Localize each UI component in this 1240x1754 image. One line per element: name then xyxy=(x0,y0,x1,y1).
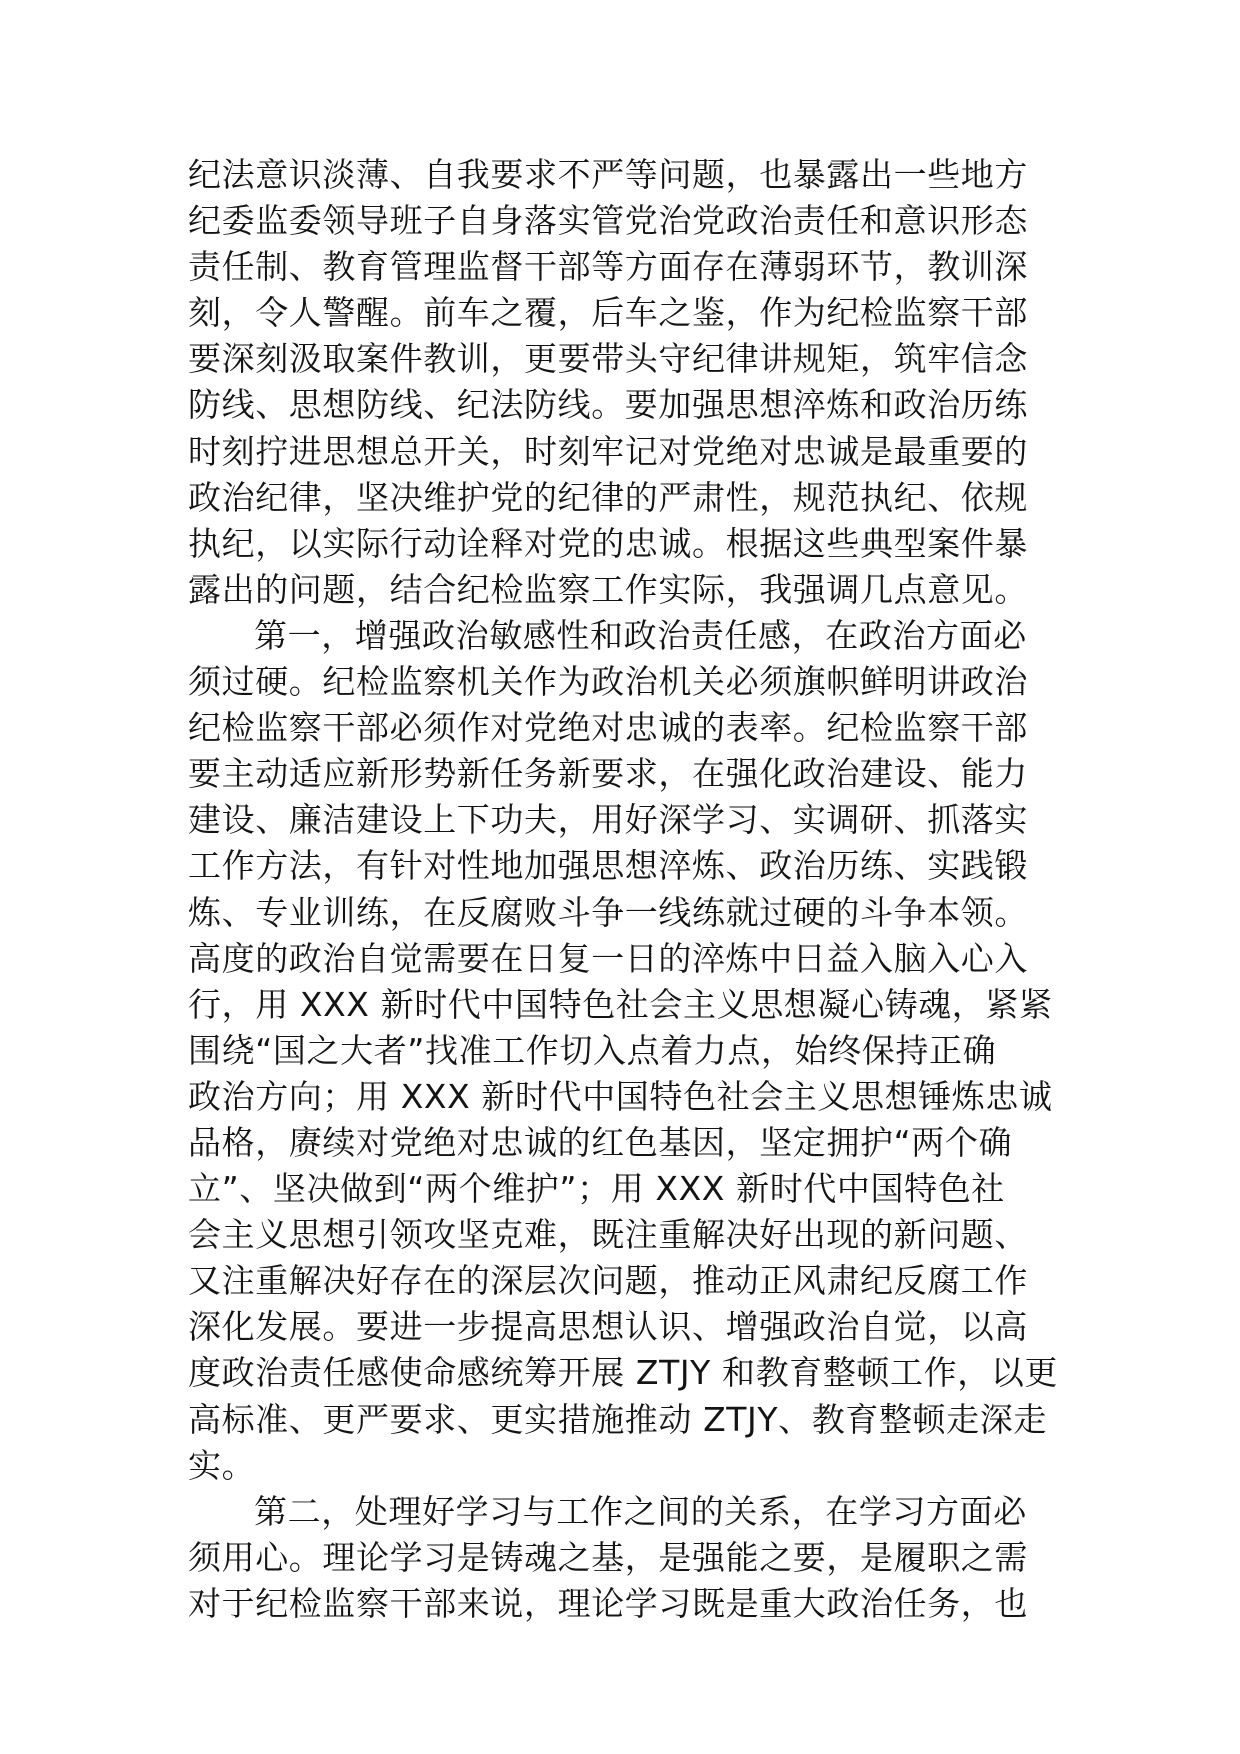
text-line: 立”、坚决做到“两个维护”；用 XXX 新时代中国特色社 xyxy=(188,1169,1005,1209)
text-line: 纪检监察干部必须作对党绝对忠诚的表率。纪检监察干部 xyxy=(188,708,1028,748)
text-line: 要主动适应新形势新任务新要求，在强化政治建设、能力 xyxy=(188,754,1028,794)
text-line: 品格，赓续对党绝对忠诚的红色基因，坚定拥护“两个确 xyxy=(188,1122,1013,1162)
text-line: 实。 xyxy=(188,1445,256,1485)
text-line: 须用心。理论学习是铸魂之基，是强能之要，是履职之需 xyxy=(188,1537,1028,1577)
text-line: 炼、专业训练，在反腐败斗争一线练就过硬的斗争本领。 xyxy=(188,892,1028,932)
text-line: 高度的政治自觉需要在日复一日的淬炼中日益入脑入心入 xyxy=(188,938,1028,978)
text-line: 时刻拧进思想总开关，时刻牢记对党绝对忠诚是最重要的 xyxy=(188,431,1028,471)
text-line: 工作方法，有针对性地加强思想淬炼、政治历练、实践锻 xyxy=(188,846,1028,886)
text-line: 纪委监委领导班子自身落实管党治党政治责任和意识形态 xyxy=(188,201,1028,241)
text-line: 度政治责任感使命感统筹开展 ZTJY 和教育整顿工作，以更 xyxy=(188,1353,1059,1393)
text-line: 刻，令人警醒。前车之覆，后车之鉴，作为纪检监察干部 xyxy=(188,293,1028,333)
text-line: 对于纪检监察干部来说，理论学习既是重大政治任务，也 xyxy=(188,1583,1028,1623)
text-line: 高标准、更严要求、更实措施推动 ZTJY、教育整顿走深走 xyxy=(188,1399,1047,1439)
text-line: 又注重解决好存在的深层次问题，推动正风肃纪反腐工作 xyxy=(188,1261,1028,1301)
text-line: 露出的问题，结合纪检监察工作实际，我强调几点意见。 xyxy=(188,569,1028,609)
text-line: 防线、思想防线、纪法防线。要加强思想淬炼和政治历练 xyxy=(188,385,1028,425)
text-line: 纪法意识淡薄、自我要求不严等问题，也暴露出一些地方 xyxy=(188,155,1028,194)
text-line: 政治方向；用 XXX 新时代中国特色社会主义思想锤炼忠诚 xyxy=(188,1076,1053,1116)
text-line: 执纪，以实际行动诠释对党的忠诚。根据这些典型案件暴 xyxy=(188,523,1028,563)
text-line: 深化发展。要进一步提高思想认识、增强政治自觉，以高 xyxy=(188,1307,1028,1347)
text-line: 政治纪律，坚决维护党的纪律的严肃性，规范执纪、依规 xyxy=(188,477,1028,517)
paragraph-first-line: 第一，增强政治敏感性和政治责任感，在政治方面必 xyxy=(254,615,1027,655)
text-line: 围绕“国之大者”找准工作切入点着力点，始终保持正确 xyxy=(188,1030,997,1070)
text-line: 行，用 XXX 新时代中国特色社会主义思想凝心铸魂，紧紧 xyxy=(188,984,1053,1024)
text-line: 建设、廉洁建设上下功夫，用好深学习、实调研、抓落实 xyxy=(188,800,1028,840)
text-line: 会主义思想引领攻坚克难，既注重解决好出现的新问题、 xyxy=(188,1215,1028,1255)
text-line: 须过硬。纪检监察机关作为政治机关必须旗帜鲜明讲政治 xyxy=(188,662,1028,702)
text-line: 责任制、教育管理监督干部等方面存在薄弱环节，教训深 xyxy=(188,247,1028,287)
paragraph-first-line: 第二，处理好学习与工作之间的关系，在学习方面必 xyxy=(254,1491,1027,1531)
body-text xyxy=(188,152,1058,1627)
text-line: 要深刻汲取案件教训，更要带头守纪律讲规矩，筑牢信念 xyxy=(188,339,1028,379)
